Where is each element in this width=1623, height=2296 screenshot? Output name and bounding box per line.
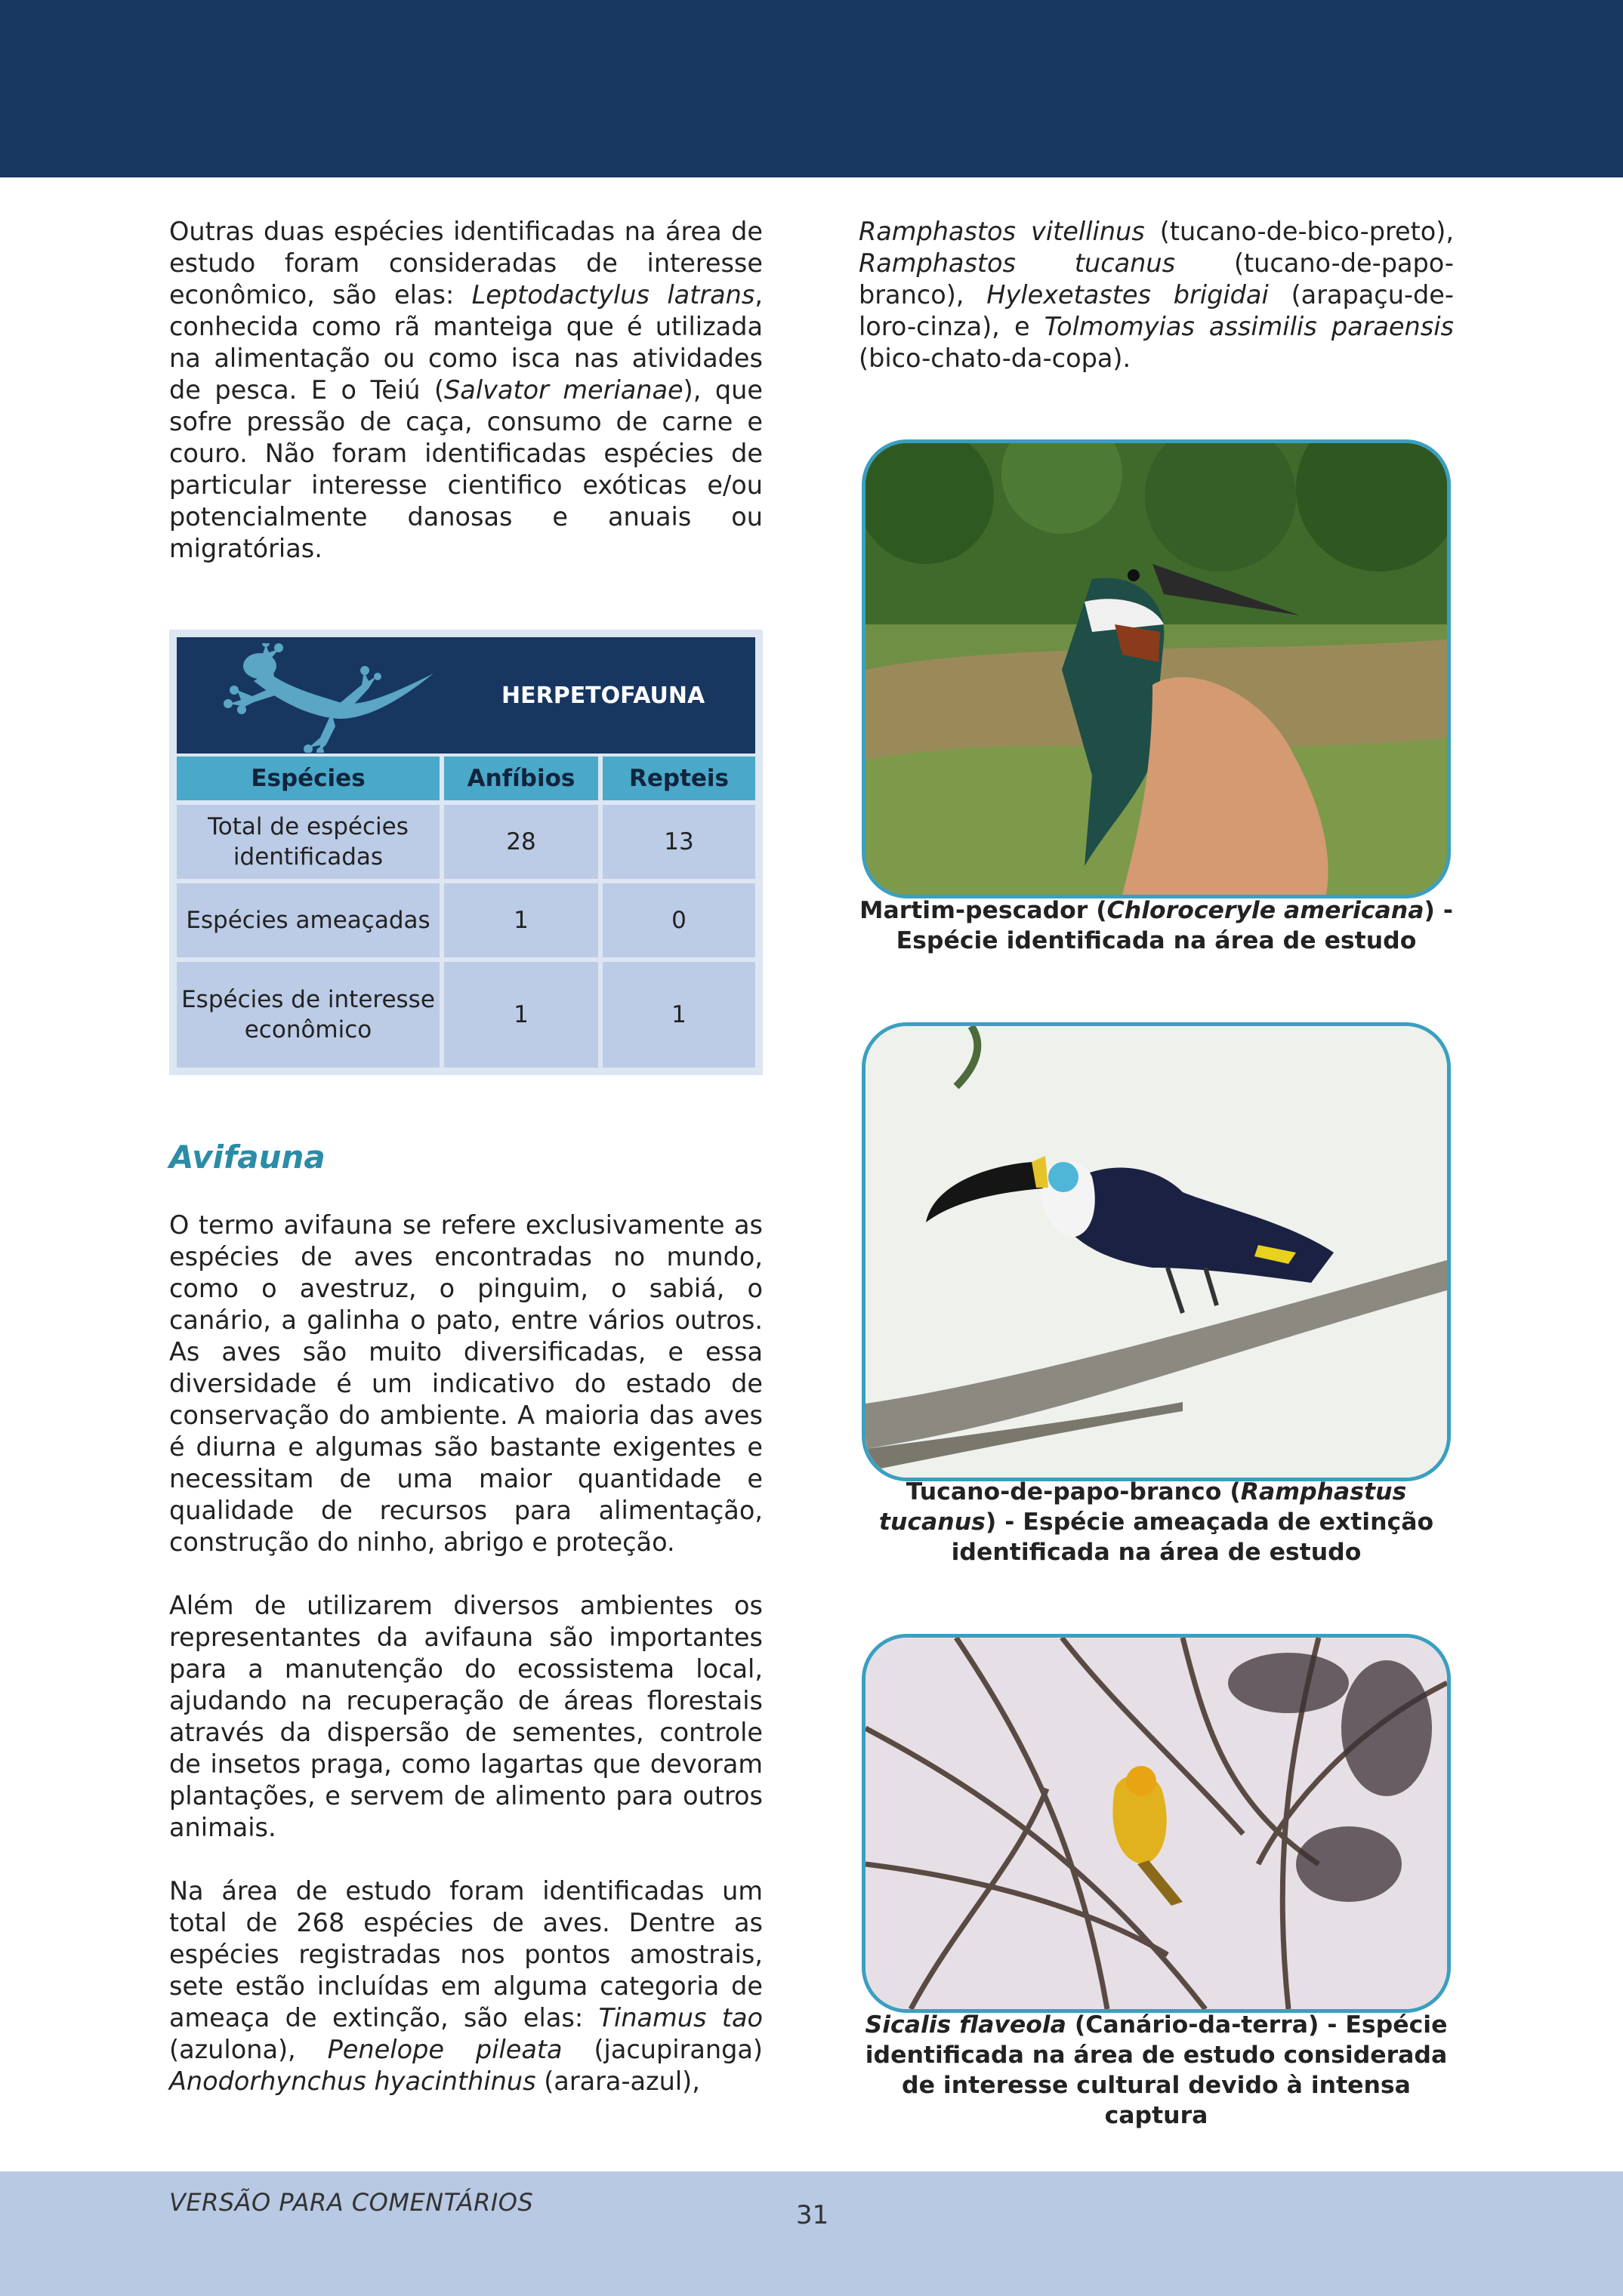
photo-kingfisher — [862, 439, 1451, 898]
text-span: (azulona), — [169, 2035, 328, 2064]
text-span: ), que sofre pressão de caça, consumo de carne e couro. Não foram identificadas espécies de particular interesse cientifico exóticas e/ou potencialmente danosas e anuais ou migratórias. — [169, 375, 763, 563]
gecko-icon — [207, 643, 449, 753]
row-label: Espécies de interesse econômico — [177, 962, 440, 1068]
right-intro — [859, 216, 1454, 374]
text-span: ) - Espécie identificada na área de estudo — [896, 897, 1453, 954]
row-label: Espécies ameaçadas — [177, 883, 440, 957]
herpetofauna-table — [169, 630, 763, 1075]
text-span: (jacupiranga) — [562, 2035, 763, 2064]
species-name: Chloroceryle americana — [1106, 897, 1424, 924]
cell-repteis: 13 — [603, 805, 755, 879]
text-span: Martim-pescador ( — [859, 897, 1107, 924]
cell-anfibios: 1 — [444, 883, 598, 957]
text-span: Tucano-de-papo-branco ( — [906, 1478, 1241, 1505]
text-span: (tucano-de-papo-branco), — [859, 248, 1454, 310]
caption-toucan — [859, 1477, 1454, 1567]
cell-anfibios: 28 — [444, 805, 598, 879]
cell-repteis: 1 — [603, 962, 755, 1068]
species-name: Ramphastus tucanus — [878, 1478, 1407, 1536]
species-name: Penelope pileata — [327, 2035, 563, 2064]
species-list-paragraph — [859, 216, 1454, 374]
avifauna-paragraph-3 — [169, 1875, 763, 2097]
footer-note: VERSÃO PARA COMENTÁRIOS — [169, 2188, 534, 2217]
caption-kingfisher — [859, 895, 1454, 956]
species-name: Anodorhynchus hyacinthinus — [169, 2066, 536, 2096]
text-span: (arapaçu-de-loro-cinza), e — [859, 280, 1454, 341]
text-span: (bico-chato-da-copa). — [859, 344, 1131, 373]
photo-toucan — [862, 1022, 1451, 1481]
header-band — [0, 0, 1623, 177]
text-span: (Canário-da-terra) - Espécie identificada na área de estudo considerada de interesse cultural devido à intensa captura — [865, 2011, 1448, 2129]
species-name: Ramphastos tucanus — [859, 248, 1176, 278]
cell-repteis: 0 — [603, 883, 755, 957]
column-header-anfibios: Anfíbios — [444, 757, 598, 800]
text-span: Na área de estudo foram identificadas um total de 268 espécies de aves. Dentre as espécies registradas nos pontos amostrais, sete estão incluídas em alguma categoria de ameaça de extinção, são elas: — [169, 1876, 763, 2032]
row-label: Total de espécies identificadas — [177, 805, 440, 879]
species-name: Tolmomyias assimilis paraensis — [1044, 312, 1454, 341]
avifauna-text — [169, 1210, 763, 2097]
text-span: Outras duas espécies identificadas na área de estudo foram consideradas de interesse econômico, são elas: — [169, 217, 763, 310]
caption-canary — [859, 2010, 1454, 2131]
avifauna-paragraph-1: O termo avifauna se refere exclusivamente as espécies de aves encontradas no mundo, como o avestruz, o pinguim, o sabiá, o canário, a galinha o pato, entre vários outros. As aves são muito diversificadas, e essa diversidade é um indicativo do estado de conservação do ambiente. A maioria das aves é diurna e algumas são bastante exigentes e necessitam de uma maior quantidade e qualidade de recursos para alimentação, construção do ninho, abrigo e proteção. — [169, 1210, 763, 1557]
species-name: Ramphastos vitellinus — [859, 217, 1145, 246]
species-name: Tinamus tao — [598, 2003, 763, 2032]
text-span: ) - Espécie ameaçada de extinção identificada na área de estudo — [951, 1509, 1434, 1566]
table-title: HERPETOFAUNA — [501, 683, 705, 709]
species-name: Sicalis flaveola — [865, 2011, 1066, 2039]
text-span: (arara-azul), — [535, 2066, 700, 2096]
page-number: 31 — [796, 2200, 829, 2230]
column-header-repteis: Repteis — [603, 757, 755, 800]
text-span: , conhecida como rã manteiga que é utilizada na alimentação ou como isca nas atividades de pesca. E o Teiú ( — [169, 280, 763, 405]
column-header-species: Espécies — [177, 757, 440, 800]
photo-canary — [862, 1634, 1451, 2013]
species-name: Salvator merianae — [444, 375, 683, 405]
species-name: Leptodactylus latrans — [471, 280, 755, 310]
left-intro — [169, 216, 763, 565]
avifauna-paragraph-2: Além de utilizarem diversos ambientes os representantes da avifauna são importantes para a manutenção do ecossistema local, ajudando na recuperação de áreas florestais através da dispersão de sementes, controle de insetos praga, como lagartas que devoram plantações, e servem de alimento para outros animais. — [169, 1591, 763, 1842]
species-name: Hylexetastes brigidai — [986, 280, 1269, 310]
cell-anfibios: 1 — [444, 962, 598, 1068]
table-header-banner — [177, 637, 755, 754]
section-heading-avifauna: Avifauna — [169, 1139, 326, 1176]
text-span: (tucano-de-bico-preto), — [1144, 217, 1454, 246]
intro-paragraph — [169, 216, 763, 565]
